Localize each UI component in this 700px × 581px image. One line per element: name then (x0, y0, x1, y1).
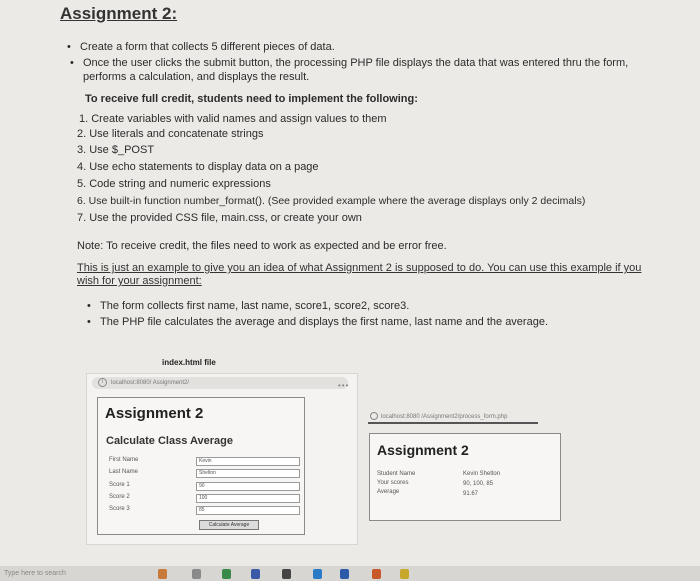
note-text: Note: To receive credit, the files need to work as expected and be error free. (77, 240, 447, 252)
form-subheading: Calculate Class Average (106, 435, 233, 447)
bullet-text: Once the user clicks the submit button, the processing PHP file displays the data that was entered thru the form, performs a calculation, and displays the result. (83, 57, 629, 83)
info-icon (370, 412, 378, 420)
bullet-icon: • (67, 41, 71, 53)
field-label: First Name (109, 457, 139, 463)
app-icon[interactable] (222, 569, 231, 579)
result-label: Average (377, 489, 400, 495)
screenshot-caption: index.html file (162, 358, 216, 367)
form-heading: Assignment 2 (105, 405, 204, 422)
bullet-item (67, 40, 640, 54)
address-bar (92, 377, 348, 389)
bullet-icon: • (70, 57, 74, 69)
app-icon[interactable] (282, 569, 291, 579)
calculate-average-button[interactable]: Calculate Average (199, 520, 259, 530)
score3-input[interactable]: 85 (196, 506, 300, 515)
file-explorer-icon[interactable] (192, 569, 201, 579)
address-bar (368, 412, 538, 424)
url-text: localhost:8080 /Assignment2/process_form.php (381, 414, 508, 420)
word-icon[interactable] (251, 569, 260, 579)
field-label: Score 3 (109, 506, 130, 512)
last-name-input[interactable]: Shelton (196, 469, 300, 478)
requirement-item: 3. Use $_POST (77, 144, 155, 156)
result-card (369, 433, 561, 521)
info-icon: i (98, 378, 107, 387)
score2-input[interactable]: 100 (196, 494, 300, 503)
field-label: Last Name (109, 469, 139, 475)
result-value: 90, 100, 85 (463, 481, 494, 487)
bullet-icon: • (87, 300, 91, 312)
taskbar (0, 566, 700, 581)
more-icon: ••• (338, 381, 350, 390)
bullet-item (87, 299, 620, 313)
bullet-text: Create a form that collects 5 different pieces of data. (80, 41, 335, 53)
result-label: Student Name (377, 471, 416, 477)
taskbar-search[interactable]: Type here to search (4, 570, 66, 577)
first-name-input[interactable]: Kevin (196, 457, 300, 466)
requirement-item: 2. Use literals and concatenate strings (77, 128, 264, 140)
edge-icon[interactable] (158, 569, 167, 579)
app-icon[interactable] (372, 569, 381, 579)
result-heading: Assignment 2 (377, 442, 469, 458)
field-label: Score 1 (109, 482, 130, 488)
requirement-item: 7. Use the provided CSS file, main.css, or create your own (77, 212, 362, 224)
browser-icon[interactable] (313, 569, 322, 579)
page-title: Assignment 2: (60, 4, 178, 23)
bullet-text: The PHP file calculates the average and displays the first name, last name and the average. (100, 316, 548, 328)
bullet-icon: • (87, 316, 91, 328)
result-value: 91.67 (463, 491, 479, 497)
url-text: localhost:8080/ Assignment2/ (111, 380, 190, 386)
folder-icon[interactable] (400, 569, 409, 579)
requirement-item: 6. Use built-in function number_format(). (See provided example where the average displays only 2 decimals) (77, 195, 586, 207)
form-card (97, 397, 305, 535)
field-label: Score 2 (109, 494, 130, 500)
bullet-text: The form collects first name, last name, score1, score2, score3. (100, 300, 410, 312)
app-icon[interactable] (340, 569, 349, 579)
result-value: Kevin Shelton (463, 471, 501, 477)
bullet-item (70, 56, 658, 84)
requirements-intro: To receive full credit, students need to implement the following: (85, 93, 418, 105)
requirement-item: 5. Code string and numeric expressions (77, 178, 271, 190)
result-label: Your scores (377, 480, 409, 486)
example-link[interactable]: This is just an example to give you an idea of what Assignment 2 is supposed to do. You can use this example if you wish for your assignment: (77, 262, 642, 287)
requirement-item: 4. Use echo statements to display data on a page (77, 161, 319, 173)
bullet-item (87, 315, 620, 329)
score1-input[interactable]: 90 (196, 482, 300, 491)
requirement-item: 1. Create variables with valid names and assign values to them (79, 113, 387, 125)
